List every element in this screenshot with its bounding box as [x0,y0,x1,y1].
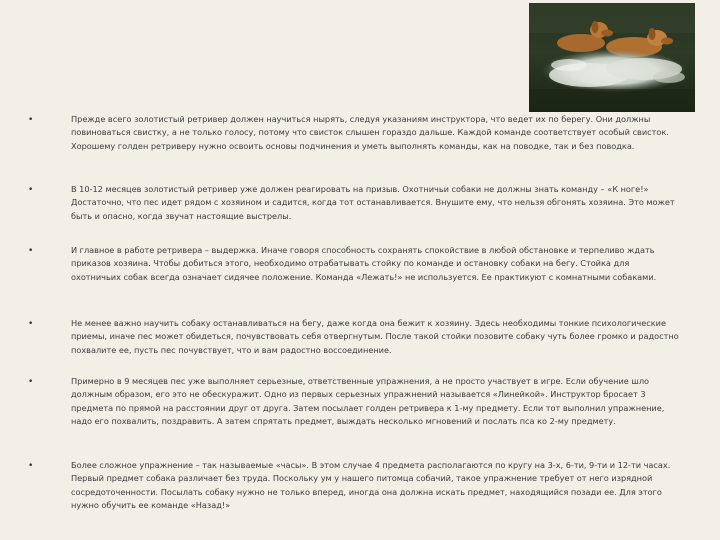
paragraph-text: Более сложное упражнение – так называемые «часы». В этом случае 4 предмета располагаются по кругу на 3-х, 6-ти, 9-ти и 12-ти часах. Первый предмет собака различает без труда. Поскольку ум у нашего питомца собачий, такое упражнение требует от него изрядной сосредоточенности. Посылать собаку нужно не только вперед, иногда она должна искать предмет, находящийся позади ее. Для этого нужно обучить ее команде «Назад!» [71,460,671,511]
paragraph-text: В 10-12 месяцев золотистый ретривер уже должен реагировать на призыв. Охотничьи собаки не должны знать команду – «К ноге!» Достаточно, что пес идет рядом с хозяином и садится, когда тот останавливается. Внушите ему, что нельзя обгонять хозяина. Это может быть и опасно, когда звучат настоящие выстрелы. [71,184,675,221]
bullet-marker: • [28,185,34,195]
paragraph-text: Примерно в 9 месяцев пес уже выполняет серьезные, ответственные упражнения, а не просто участвует в игре. Если обучение шло должным образом, его это не обескуражит. Одно из первых серьезных упражнений называется «Линейкой». Инструктор бросает 3 предмета по прямой на расстоянии друг от друга. Затем посылает голден ретривера к 1-му предмету. Если тот выполнил упражнение, надо его похвалить, поздравить. А затем спрятать предмет, выждать несколько мгновений и послать пса ко 2-му предмету. [71,376,665,427]
paragraph-text: И главное в работе ретривера – выдержка. Иначе говоря способность сохранять спокойствие в любой обстановке и терпеливо ждать приказов хозяина. Чтобы добиться этого, необходимо отрабатывать стойку по команде и остановку собаки на бегу. Стойка для охотничьих собак всегда означает сидячее положение. Команда «Лежать!» не используется. Ее практикуют с комнатными собаками. [71,245,657,282]
bullet-marker: • [28,246,34,256]
paragraph-text: Не менее важно научить собаку останавливаться на бегу, даже когда она бежит к хозяину. Здесь необходимы тонкие психологические приемы, иначе пес может обидеться, почувствовать себя отвергнутым. После такой стойки позовите собаку чуть более громко и радостно похвалите ее, пусть пес почувствует, что и вам радостно воссоединение. [71,318,679,355]
photo-illustration [529,3,695,112]
bullet-marker: • [28,115,34,125]
paragraph-text: Прежде всего золотистый ретривер должен научиться нырять, следуя указаниям инструктора, что ведет их по берегу. Они должны повиноваться свистку, а не только голосу, потому что свисток слышен гораздо дальше. Каждой команде соответствует особый свисток. Хорошему голден ретриверу нужно освоить основы подчинения и уметь выполнять команды, как на поводке, так и без поводка. [71,114,669,151]
golden-retriever-swimming-photo [529,3,695,112]
bullet-marker: • [28,377,34,387]
bullet-marker: • [28,461,34,471]
bullet-marker: • [28,319,34,329]
